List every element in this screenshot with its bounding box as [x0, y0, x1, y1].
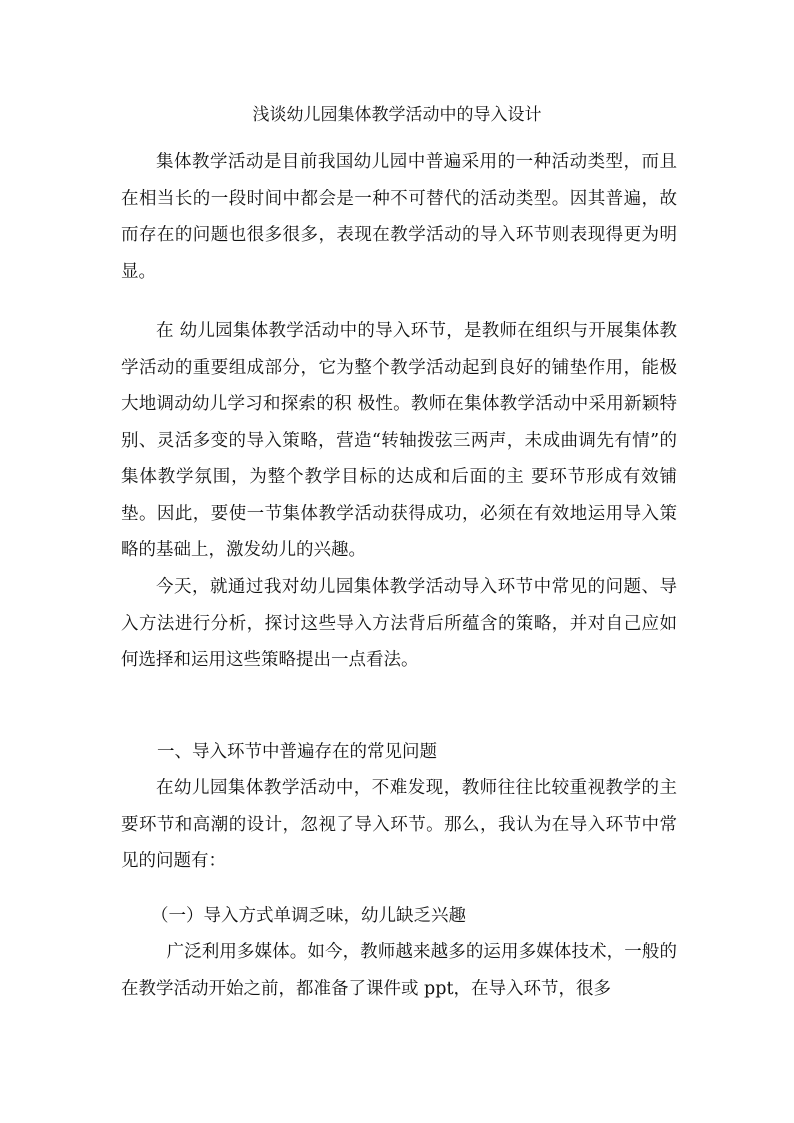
- body-paragraph: 在幼儿园集体教学活动中，不难发现，教师往往比较重视教学的主要环节和高潮的设计，忽视了导入环节。那么，我认为在导入环节中常见的问题有：: [121, 778, 677, 871]
- body-paragraph: 集体教学活动是目前我国幼儿园中普遍采用的一种活动类型，而且在相当长的一段时间中都会是一种不可替代的活动类型。因其普遍，故而存在的问题也很多很多，表现在教学活动的导入环节则表现得更为明显。: [121, 152, 677, 282]
- subsection-heading: （一）导入方式单调乏味，幼儿缺乏兴趣: [151, 906, 466, 926]
- section-heading: 一、导入环节中普遍存在的常见问题: [157, 742, 437, 762]
- body-paragraph: 广泛利用多媒体。如今，教师越来越多的运用多媒体技术，一般的在教学活动开始之前，都准备了课件或 ppt，在导入环节，很多: [121, 942, 677, 999]
- document-title: 浅谈幼儿园集体教学活动中的导入设计: [252, 105, 542, 125]
- body-paragraph: 今天，就通过我对幼儿园集体教学活动导入环节中常见的问题、导入方法进行分析，探讨这些导入方法背后所蕴含的策略，并对自己应如何选择和运用这些策略提出一点看法。: [121, 577, 677, 670]
- body-paragraph: 在 幼儿园集体教学活动中的导入环节，是教师在组织与开展集体教学活动的重要组成部分，它为整个教学活动起到良好的铺垫作用，能极大地调动幼儿学习和探索的积 极性。教师在集体教学活动中采用新颖特别、灵活多变的导入策略，营造“转轴拨弦三两声，未成曲调先有情”的集体教学氛围，为整个教学目标的达成和后面的主 要环节形成有效铺垫。因此，要使一节集体教学活动获得成功，必须在有效地运用导入策略的基础上，激发幼儿的兴趣。: [121, 321, 677, 560]
